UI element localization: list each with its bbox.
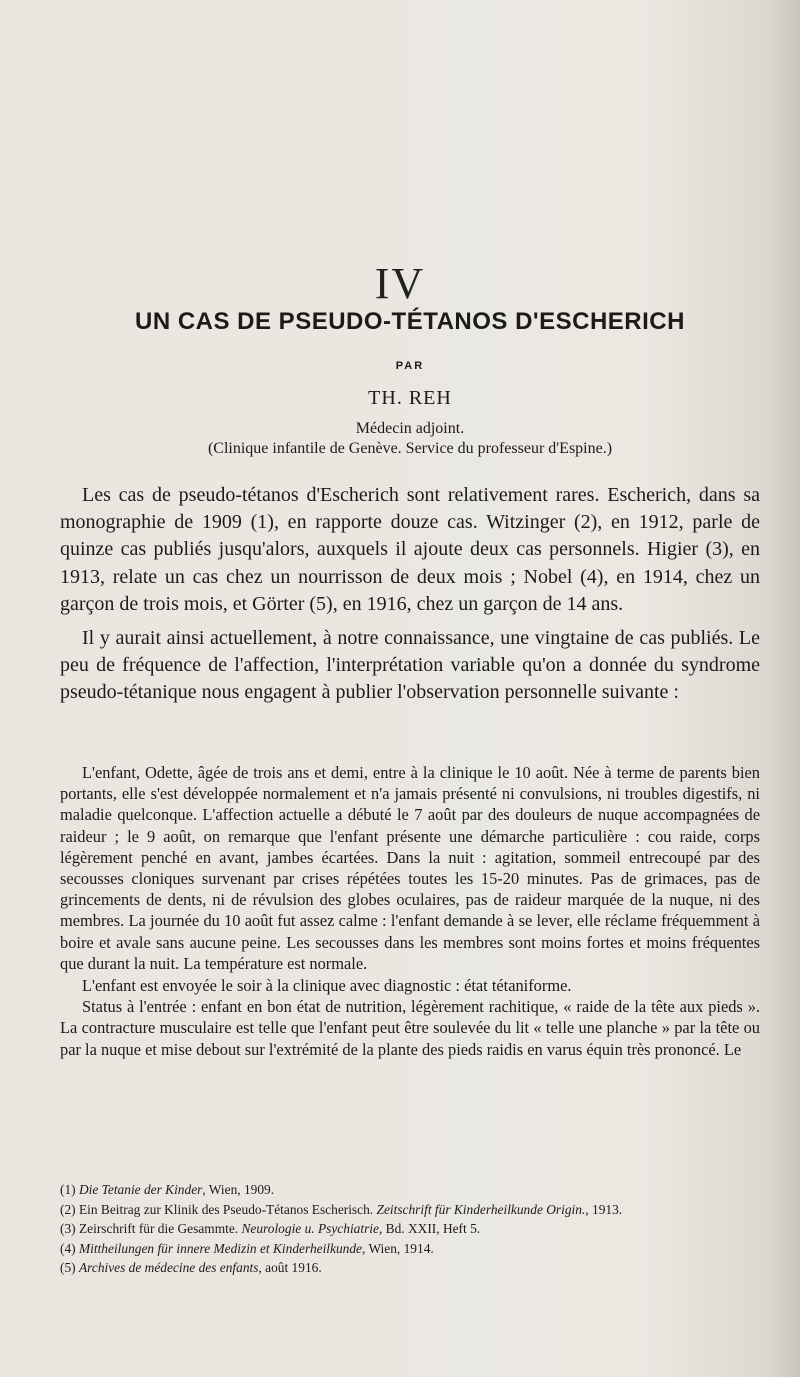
footnote-number: (3) xyxy=(60,1221,76,1236)
paragraph: Les cas de pseudo-tétanos d'Escherich sont relativement rares. Escherich, dans sa monographie de 1909 (1), en rapporte douze cas. Witzinger (2), en 1912, parle de quinze cas publiés jusqu'alors, auxquels il ajoute deux cas personnels. Higier (3), en 1913, relate un cas chez un nourrisson de deux mois ; Nobel (4), en 1914, chez un garçon de trois mois, et Görter (5), en 1916, chez un garçon de 14 ans. xyxy=(60,484,760,615)
footnote-rest: , Wien, 1914. xyxy=(362,1240,434,1256)
footnote-text: Ein Beitrag zur Klinik des Pseudo-Tétanos Escherisch. xyxy=(78,1201,374,1217)
author-affiliation: (Clinique infantile de Genève. Service du professeur d'Espine.) xyxy=(207,440,613,457)
paragraph: L'enfant est envoyée le soir à la clinique avec diagnostic : état tétaniforme. xyxy=(82,976,572,996)
section-numeral: IV xyxy=(374,259,426,308)
footnote-title: Die Tetanie der Kinder xyxy=(78,1182,203,1197)
author-name: TH. REH xyxy=(368,387,452,409)
footnote-title: Archives de médecine des enfants xyxy=(78,1260,259,1275)
author-role: Médecin adjoint. xyxy=(355,420,465,437)
paragraph: Il y aurait ainsi actuellement, à notre connaissance, une vingtaine de cas publiés. Le peu de fréquence de l'affection, l'interprétation variable qu'on a donnée du syndrome pseudo-tétanique nous engagent à publier l'observation personnelle suivante : xyxy=(60,627,760,704)
case-report xyxy=(60,762,760,1060)
footnote-number: (4) xyxy=(60,1240,76,1256)
article-title: UN CAS DE PSEUDO-TÉTANOS D'ESCHERICH xyxy=(135,308,685,335)
footnote-rest: , août 1916. xyxy=(258,1260,322,1275)
footnote-rest: , Bd. XXII, Heft 5. xyxy=(378,1221,481,1236)
footnote xyxy=(60,1200,760,1220)
footnote-rest: , 1913. xyxy=(585,1201,623,1217)
introduction xyxy=(60,482,760,707)
footnotes xyxy=(60,1180,760,1278)
footnote-number: (2) xyxy=(60,1201,76,1217)
footnote-title: Neurologie u. Psychiatrie xyxy=(241,1221,379,1236)
footnote xyxy=(60,1180,760,1200)
footnote-title: Mittheilungen für innere Medizin et Kinderheilkunde xyxy=(78,1240,362,1256)
footnote xyxy=(60,1239,760,1259)
footnote-title: Zeitschrift für Kinderheilkunde Origin. xyxy=(376,1201,586,1217)
footnote xyxy=(60,1258,760,1278)
footnote-number: (5) xyxy=(60,1260,76,1275)
paragraph: L'enfant, Odette, âgée de trois ans et demi, entre à la clinique le 10 août. Née à terme de parents bien portants, elle s'est développée normalement et n'a jamais présenté ni convulsions, ni troubles digestifs, ni maladie quelconque. L'affection actuelle a débuté le 7 août par des douleurs de nuque accompagnées de raideur ; le 9 août, on remarque que l'enfant présente une démarche particulière : cou raide, corps légèrement penché en avant, jambes écartées. Dans la nuit : agitation, sommeil entrecoupé par des secousses cloniques survenant par crises répétées toutes les 15-20 minutes. Pas de grimaces, pas de grincements de dents, ni de révulsion des globes oculaires, pas de raideur marquée de la nuque, ni des membres. La journée du 10 août fut assez calme : l'enfant demande à se lever, elle réclame fréquemment à boire et avale sans aucune peine. Les secousses dans les membres sont moins fortes et moins fréquentes que durant la nuit. La température est normale. xyxy=(60,763,760,973)
footnote-text: Zeirschrift für die Gesammte. xyxy=(78,1221,239,1236)
paragraph: Status à l'entrée : enfant en bon état de nutrition, légèrement rachitique, « raide de la tête aux pieds ». La contracture musculaire est telle que l'enfant peut être soulevée du lit « telle une planche » par la tête ou par la nuque et mise debout sur l'extrémité de la plante des pieds raidis en varus équin très prononcé. Le xyxy=(60,997,760,1059)
footnote xyxy=(60,1219,760,1239)
footnote-rest: , Wien, 1909. xyxy=(202,1182,275,1197)
byline-par: PAR xyxy=(395,360,425,372)
footnote-number: (1) xyxy=(60,1182,76,1197)
